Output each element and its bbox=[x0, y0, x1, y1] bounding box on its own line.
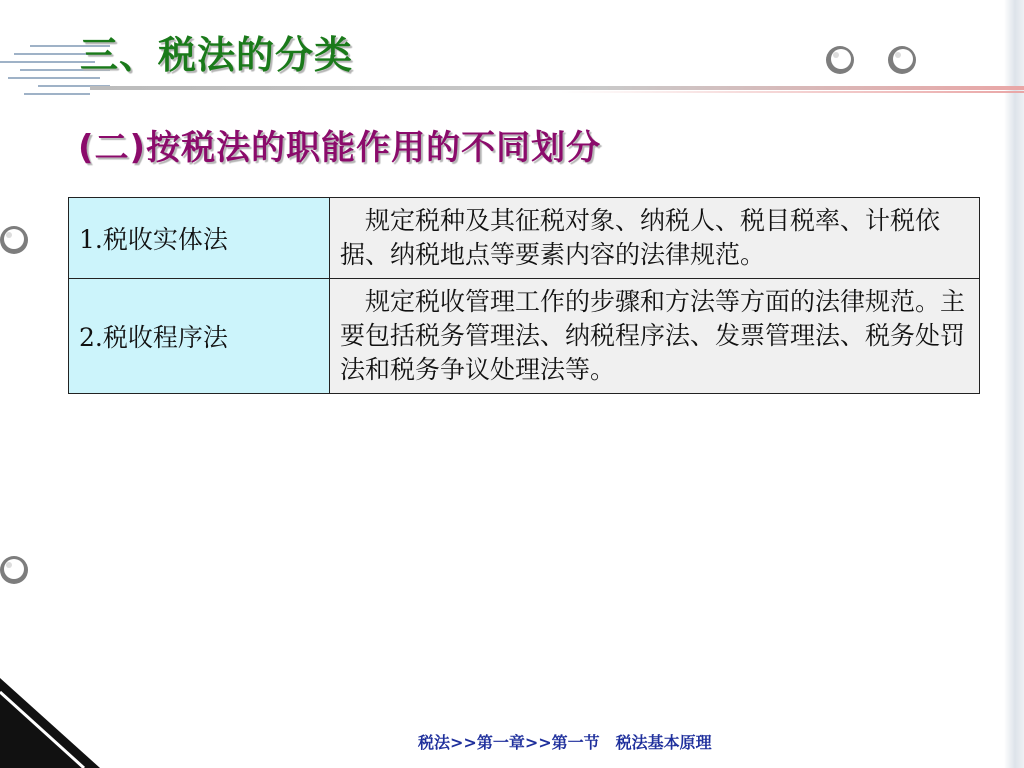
ring-icon bbox=[0, 220, 40, 260]
page-title: 三、税法的分类 bbox=[80, 33, 354, 77]
right-edge-stripe bbox=[1004, 0, 1024, 768]
ring-icon bbox=[820, 40, 860, 80]
footer-breadcrumb: 税法>>第一章>>第一节 税法基本原理 bbox=[418, 733, 712, 752]
title-underline bbox=[90, 86, 1024, 90]
table-row bbox=[69, 198, 980, 279]
term-cell: 1.税收实体法 bbox=[69, 198, 330, 279]
term-cell: 2.税收程序法 bbox=[69, 279, 330, 394]
table-row bbox=[69, 279, 980, 394]
title-underline-accent bbox=[560, 91, 1024, 93]
corner-triangle bbox=[0, 678, 100, 768]
section-subtitle: (二)按税法的职能作用的不同划分 bbox=[78, 128, 602, 168]
classification-table bbox=[68, 197, 980, 394]
ring-icon bbox=[882, 40, 922, 80]
description-cell: 规定税收管理工作的步骤和方法等方面的法律规范。主要包括税务管理法、纳税程序法、发票管理法、税务处罚法和税务争议处理法等。 bbox=[330, 279, 980, 394]
description-cell: 规定税种及其征税对象、纳税人、税目税率、计税依据、纳税地点等要素内容的法律规范。 bbox=[330, 198, 980, 279]
ring-icon bbox=[0, 550, 40, 590]
